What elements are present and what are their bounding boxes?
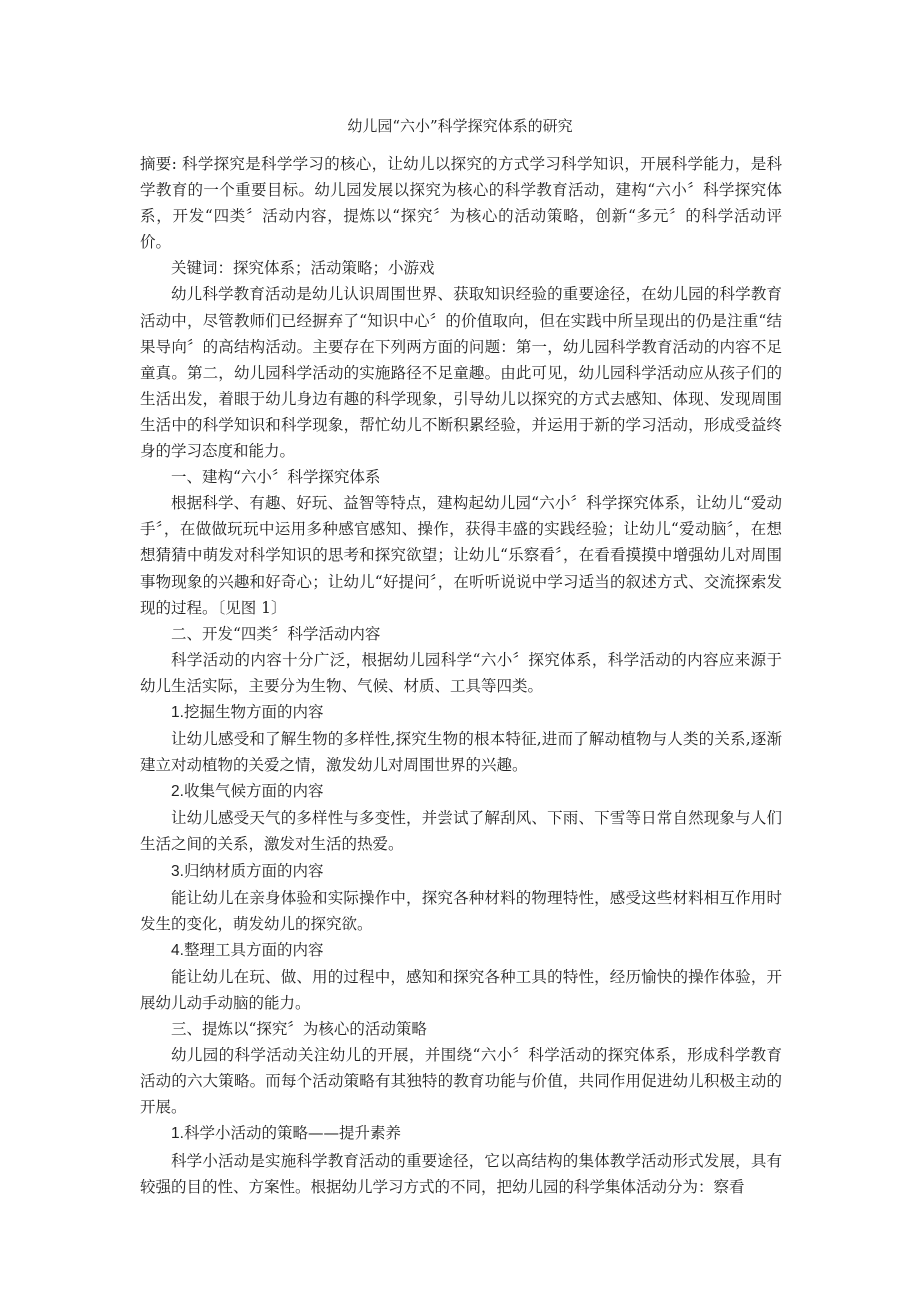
subsection-paragraph-material: 能让幼儿在亲身体验和实际操作中，探究各种材料的物理特性，感受这些材料相互作用时发生的变化，萌发幼儿的探究欲。 [140,888,782,933]
subsection-number: 4. [171,941,184,959]
subsection-heading-material [140,858,782,885]
keywords-line: 关键词：探究体系；活动策略；小游戏 [171,259,435,278]
section-1-heading: 一、建构“六小〞科学探究体系 [171,468,381,487]
subsection-paragraph-small-activity: 科学小活动是实施科学教育活动的重要途径，它以高结构的集体教学活动形式发展，具有较强的目的性、方案性。根据幼儿学习方式的不同，把幼儿园的科学集体活动分为：察看 [140,1151,782,1196]
section-3-heading: 三、提炼以“探究〞为核心的活动策略 [171,1020,427,1039]
intro-paragraph: 幼儿科学教育活动是幼儿认识周围世界、获取知识经验的重要途径，在幼儿园的科学教育活动中，尽管教师们已经摒弃了“知识中心〞的价值取向，但在实践中所呈现出的仍是注重“结果导向〞的高结构活动。主要存在下列两方面的问题：第一，幼儿园科学教育活动的内容不足童真。第二，幼儿园科学活动的实施路径不足童趣。由此可见，幼儿园科学活动应从孩子们的生活出发，着眼于幼儿身边有趣的科学现象，引导幼儿以探究的方式去感知、体现、发现周围生活中的科学知识和科学现象，帮忙幼儿不断积累经验，并运用于新的学习活动，形成受益终身的学习态度和能力。 [140,285,782,461]
subsection-title: 整理工具方面的内容 [183,940,324,959]
subsection-heading-tools [140,937,782,964]
subsection-number: 3. [171,862,184,880]
document-title: 幼儿园“六小”科学探究体系的研究 [347,117,573,135]
subsection-title: 归纳材质方面的内容 [183,861,324,880]
subsection-title: 收集气候方面的内容 [183,782,324,801]
subsection-number: 1. [171,1125,184,1143]
subsection-heading-small-activity [140,1120,782,1147]
subsection-title: 挖掘生物方面的内容 [183,702,324,721]
section-1-paragraph: 根据科学、有趣、好玩、益智等特点，建构起幼儿园“六小〞科学探究体系，让幼儿“爱动手〞，在做做玩玩中运用多种感官感知、操作，获得丰盛的实践经验；让幼儿“爱动脑〞，在想想猜猜中萌发对科学知识的思考和探究欲望；让幼儿“乐察看〞，在看看摸摸中增强幼儿对周围事物现象的兴趣和好奇心；让幼儿“好提问〞，在听听说说中学习适当的叙述方式、交流探索发现的过程。〔见图 1〕 [140,494,782,617]
subsection-heading-climate [140,778,782,805]
subsection-paragraph-tools: 能让幼儿在玩、做、用的过程中，感知和探究各种工具的特性，经历愉快的操作体验，开展幼儿动手动脑的能力。 [140,967,782,1012]
section-3-paragraph: 幼儿园的科学活动关注幼儿的开展，并围绕“六小〞科学活动的探究体系，形成科学教育活动的六大策略。而每个活动策略有其独特的教育功能与价值，共同作用促进幼儿积极主动的开展。 [140,1046,782,1117]
subsection-paragraph-biology: 让幼儿感受和了解生物的多样性,探究生物的根本特征,进而了解动植物与人类的关系,逐渐建立对动植物的关爱之情，激发幼儿对周围世界的兴趣。 [140,730,782,775]
subsection-paragraph-climate: 让幼儿感受天气的多样性与多变性，并尝试了解刮风、下雨、下雪等日常自然现象与人们生活之间的关系，激发对生活的热爱。 [140,809,782,854]
abstract-paragraph: 摘要: 科学探究是科学学习的核心，让幼儿以探究的方式学习科学知识，开展科学能力，是科学教育的一个重要目标。幼儿园发展以探究为核心的科学教育活动，建构“六小〞科学探究体系，开发“四类〞活动内容，提炼以“探究〞为核心的活动策略，创新“多元〞的科学活动评价。 [140,155,782,252]
subsection-heading-biology [140,699,782,726]
section-2-paragraph: 科学活动的内容十分广泛，根据幼儿园科学“六小〞探究体系，科学活动的内容应来源于幼儿生活实际，主要分为生物、气候、材质、工具等四类。 [140,650,782,695]
subsection-number: 1. [171,703,184,721]
subsection-number: 2. [171,783,184,801]
document-body [140,151,782,1200]
subsection-title: 科学小活动的策略——提升素养 [183,1124,401,1143]
section-2-heading: 二、开发“四类〞科学活动内容 [171,624,381,643]
